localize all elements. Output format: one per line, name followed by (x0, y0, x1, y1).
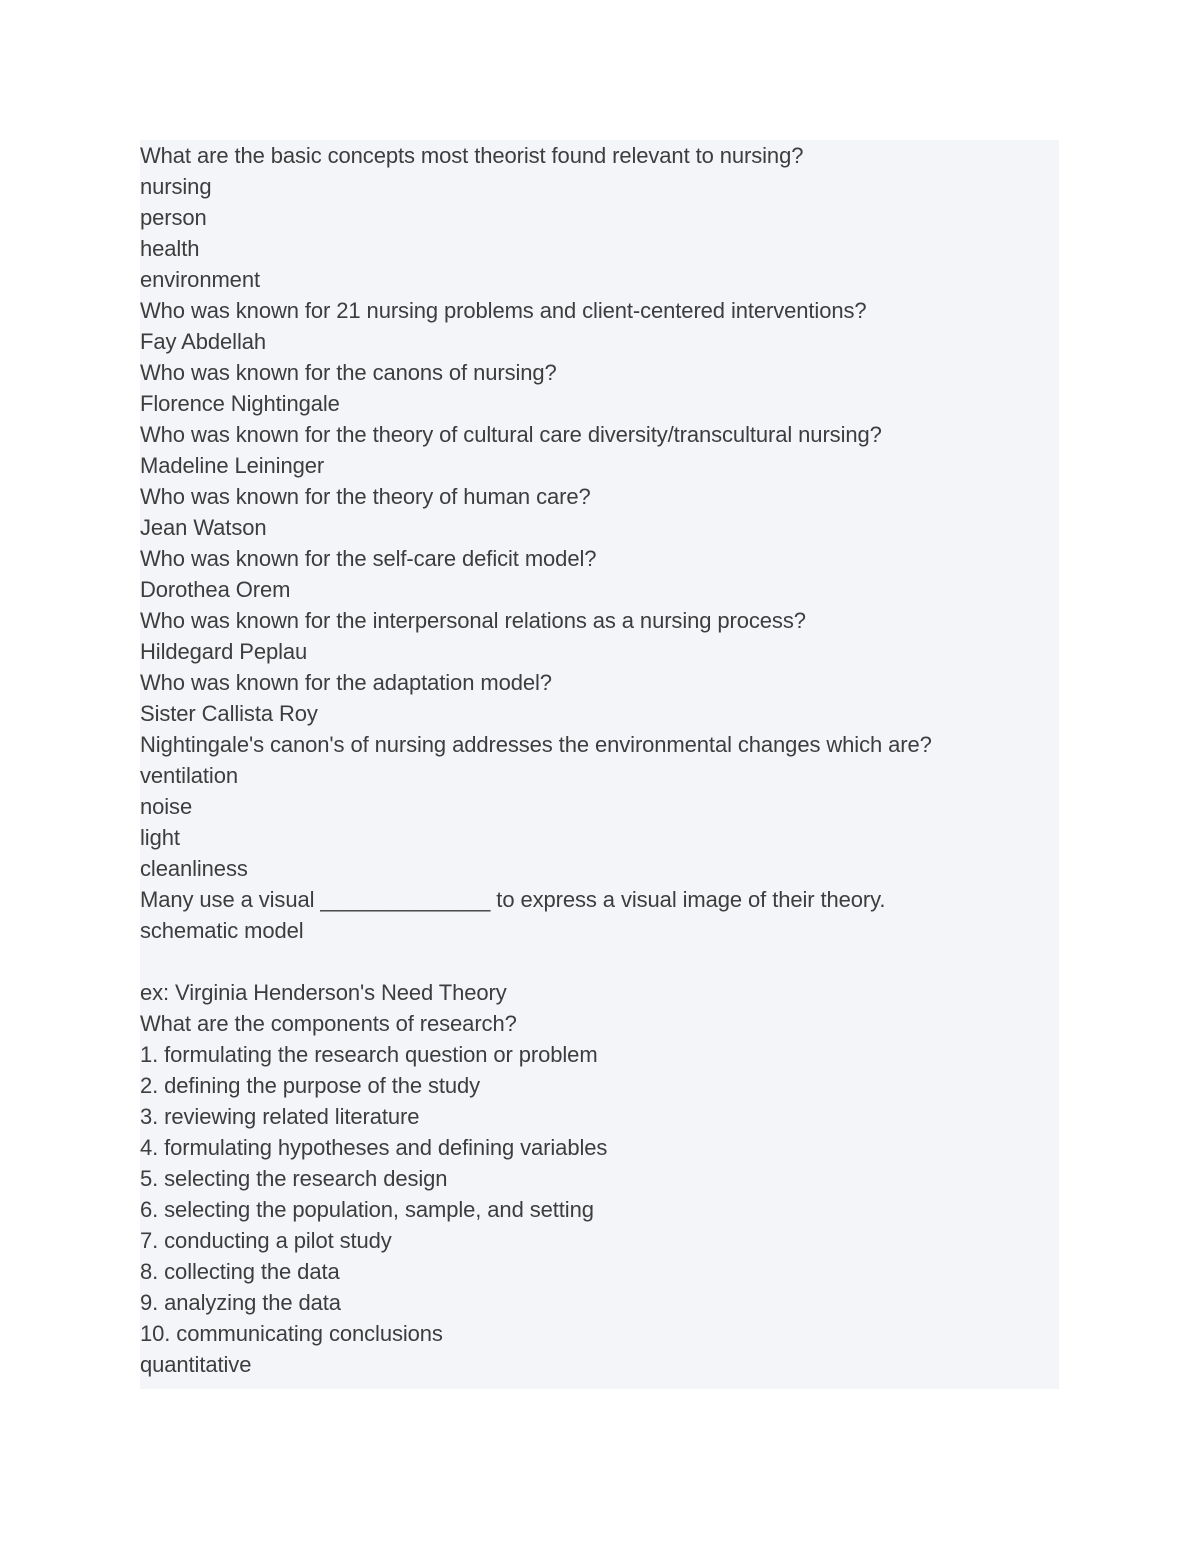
question-line: Who was known for the adaptation model? (140, 670, 552, 695)
question-line: Who was known for the canons of nursing? (140, 360, 557, 385)
list-item: 5. selecting the research design (140, 1166, 448, 1191)
flashcard-text-block (140, 140, 1059, 1389)
answer-line: Madeline Leininger (140, 453, 325, 478)
answer-line: Fay Abdellah (140, 329, 266, 354)
answer-line: Hildegard Peplau (140, 639, 308, 664)
list-item: 6. selecting the population, sample, and setting (140, 1197, 594, 1222)
list-item: 7. conducting a pilot study (140, 1228, 392, 1253)
question-line: Who was known for the theory of cultural care diversity/transcultural nursing? (140, 422, 882, 447)
question-line: Who was known for the interpersonal relations as a nursing process? (140, 608, 806, 633)
list-item: 8. collecting the data (140, 1259, 340, 1284)
list-item: 9. analyzing the data (140, 1290, 341, 1315)
answer-line: noise (140, 794, 193, 819)
answer-line: cleanliness (140, 856, 248, 881)
answer-line: Florence Nightingale (140, 391, 340, 416)
question-line: quantitative (140, 1352, 252, 1377)
answer-line: Jean Watson (140, 515, 267, 540)
answer-line: health (140, 236, 200, 261)
question-line: Who was known for the self-care deficit model? (140, 546, 597, 571)
list-item: 4. formulating hypotheses and defining variables (140, 1135, 608, 1160)
question-line: What are the basic concepts most theorist found relevant to nursing? (140, 143, 804, 168)
question-line: Who was known for the theory of human care? (140, 484, 591, 509)
answer-line: light (140, 825, 180, 850)
answer-line: schematic model (140, 918, 304, 943)
list-item: 2. defining the purpose of the study (140, 1073, 481, 1098)
answer-line: person (140, 205, 207, 230)
question-line: Many use a visual ______________ to express a visual image of their theory. (140, 887, 886, 912)
answer-line: nursing (140, 174, 212, 199)
question-line: Who was known for 21 nursing problems and client-centered interventions? (140, 298, 867, 323)
answer-line: Sister Callista Roy (140, 701, 318, 726)
question-line: Nightingale's canon's of nursing addresses the environmental changes which are? (140, 732, 932, 757)
answer-line: Dorothea Orem (140, 577, 291, 602)
list-item: 3. reviewing related literature (140, 1104, 420, 1129)
question-line: What are the components of research? (140, 1011, 517, 1036)
list-item: 10. communicating conclusions (140, 1321, 443, 1346)
answer-line: environment (140, 267, 260, 292)
answer-line: ventilation (140, 763, 238, 788)
answer-line: ex: Virginia Henderson's Need Theory (140, 980, 507, 1005)
list-item: 1. formulating the research question or problem (140, 1042, 598, 1067)
